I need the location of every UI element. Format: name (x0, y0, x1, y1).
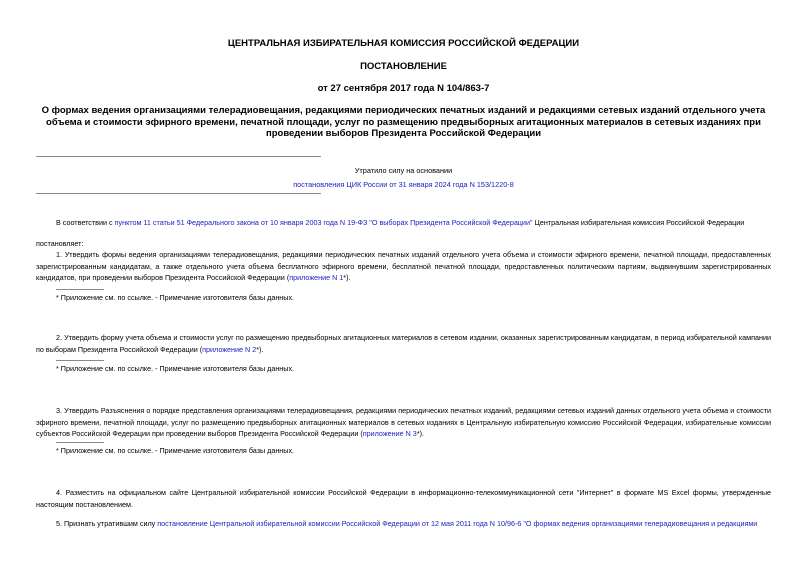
commission-heading: ЦЕНТРАЛЬНАЯ ИЗБИРАТЕЛЬНАЯ КОМИССИЯ РОССИЙСКОЙ ФЕДЕРАЦИИ (227, 38, 580, 49)
footnote-3: * Приложение см. по ссылке. - Примечание изготовителя базы данных. (56, 446, 295, 455)
preamble-paragraph: В соответствии с пунктом 11 статьи 51 Федерального закона от 10 января 2003 года N 19-ФЗ "О выборах Президента Российской Федерации" Центральная избирательная комиссия Российской Федерации (56, 218, 745, 227)
law-link[interactable]: пунктом 11 статьи 51 Федерального закона от 10 января 2003 года N 19-ФЗ "О выборах Президента Российской Федерации" (114, 218, 533, 227)
separator-line (36, 193, 321, 194)
footnote-separator (56, 289, 104, 290)
repeal-notice-text: Утратило силу на основании (354, 166, 453, 175)
repeal-notice (240, 164, 567, 192)
footnote-1: * Приложение см. по ссылке. - Примечание изготовителя базы данных. (56, 293, 295, 302)
item-3-paragraph: 3. Утвердить Разъяснения о порядке представления организациями телерадиовещания, редакциями периодических печатных изданий, редакциями сетевых изданий данных отдельного учета объема и стоимости эфирного времени, печатной площади, услуг по размещению предвыборных агитационных материалов в сетевых изданиях в Центральную избирательную комиссию Российской Федерации, избирательные комиссии субъектов Российской Федерации при проведении выборов Президента Российской Федерации (приложение N 3*). (36, 406, 771, 438)
item-2-paragraph: 2. Утвердить форму учета объема и стоимости услуг по размещению предвыборных агитационных материалов в сетевом издании, оказанных зарегистрированным кандидатам, в период избирательной кампании по выборам Президента Российской Федерации (приложение N 2*). (36, 333, 771, 354)
item-5-paragraph: 5. Признать утратившим силу постановление Центральной избирательной комиссии Российской Федерации от 12 мая 2011 года N 10/96-6 "О формах ведения организациями телерадиовещания и редакциями (56, 519, 758, 528)
document-title: О формах ведения организациями телерадиовещания, редакциями периодических печатных изданий и редакциями сетевых изданий отдельного учета объема и стоимости эфирного времени, печатной площади, услуг по размещению предвыборных агитационных материалов в сетевых изданиях при проведении выборов Президента Российской Федерации (41, 105, 766, 139)
separator-line (36, 156, 321, 157)
footnote-separator (56, 360, 104, 361)
document-date-number: от 27 сентября 2017 года N 104/863-7 (317, 83, 490, 94)
document-type: ПОСТАНОВЛЕНИЕ (360, 61, 447, 72)
item-4-paragraph: 4. Разместить на официальном сайте Центральной избирательной комиссии Российской Федерации в информационно-телекоммуникационной сети "Интернет" в формате MS Excel формы, утвержденные настоящим постановлением. (36, 488, 771, 509)
appendix-2-link[interactable]: приложение N 2 (202, 344, 257, 354)
item-1-paragraph: 1. Утвердить формы ведения организациями телерадиовещания, редакциями периодических печатных изданий отдельного учета объема и стоимости эфирного времени, печатной площади, предоставленных зарегистрированным кандидатам, а также отдельного учета объема бесплатного эфирного времени, бесплатной печатной площади, предоставленных политическим партиям, выдвинувшим зарегистрированных кандидатов, при проведении выборов Президента Российской Федерации (приложение N 1*). (36, 250, 771, 282)
repealed-resolution-link[interactable]: постановление Центральной избирательной комиссии Российской Федерации от 12 мая 2011 года N 10/96-6 "О формах ведения организациями телерадиовещания и редакциями (157, 519, 758, 528)
appendix-1-link[interactable]: приложение N 1 (289, 273, 344, 282)
footnote-2: * Приложение см. по ссылке. - Примечание изготовителя базы данных. (56, 364, 295, 373)
appendix-3-link[interactable]: приложение N 3 (362, 429, 417, 438)
resolves-label: постановляет: (36, 239, 84, 248)
repeal-link[interactable]: постановления ЦИК России от 31 января 2024 года N 153/1220-8 (293, 180, 514, 189)
footnote-separator (56, 442, 104, 443)
